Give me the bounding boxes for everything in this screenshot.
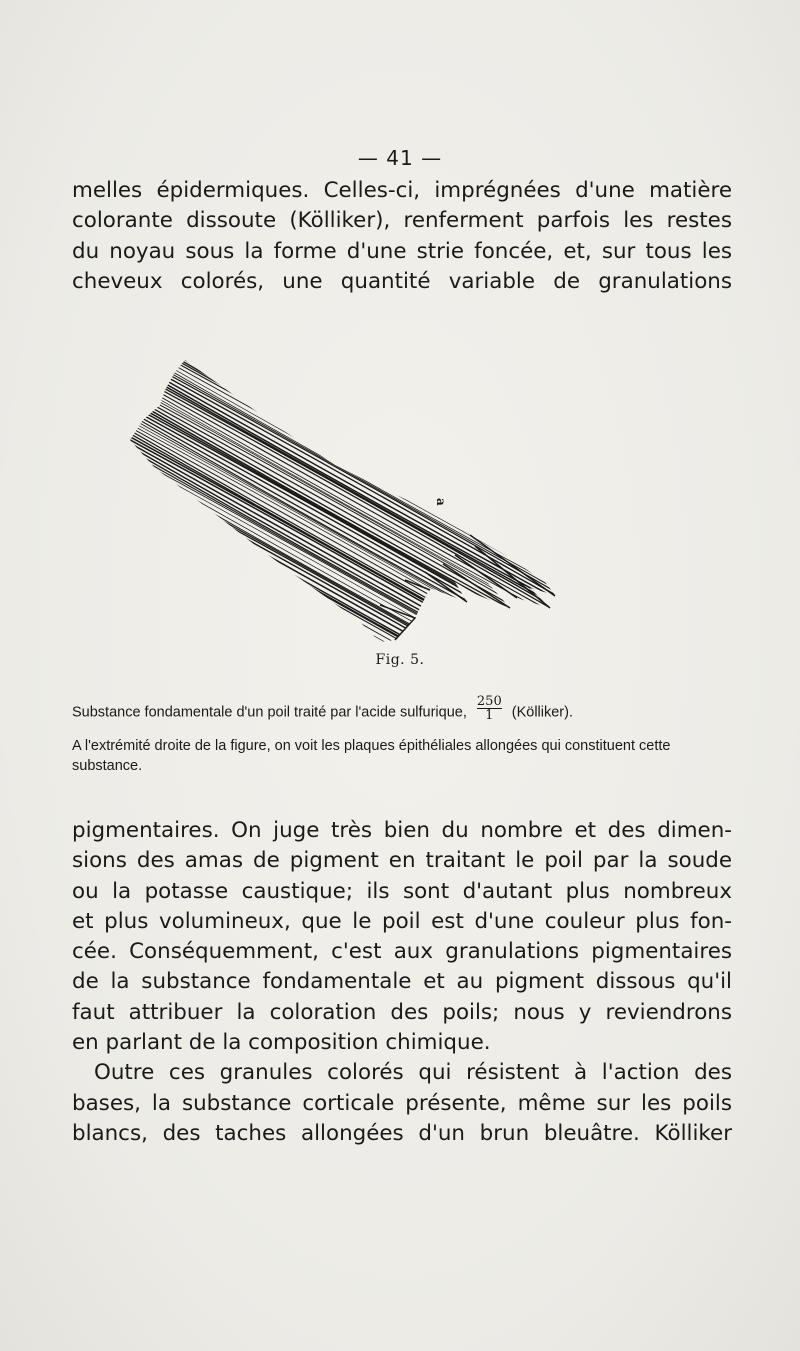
fiber-stroke bbox=[125, 604, 565, 655]
fiber-stroke bbox=[125, 584, 565, 655]
fiber-stroke bbox=[125, 350, 565, 556]
fiber-stroke bbox=[125, 508, 565, 655]
text-line: sions des amas de pigment en traitant le poil par la soude bbox=[72, 848, 732, 874]
fiber-stroke bbox=[125, 610, 565, 655]
fiber-stroke bbox=[125, 350, 565, 524]
fiber-stroke bbox=[125, 350, 565, 536]
fiber-stroke bbox=[125, 350, 565, 482]
fiber-stroke bbox=[125, 600, 565, 655]
fiber-stroke bbox=[125, 434, 565, 655]
text-line: en parlant de la composition chimique. bbox=[72, 1030, 491, 1056]
figure-label: Fig. 5. bbox=[375, 652, 425, 668]
fiber-stroke bbox=[125, 350, 565, 376]
fiber-stroke bbox=[125, 453, 565, 655]
text-line: colorante dissoute (Kölliker), renferment parfois les restes bbox=[72, 208, 732, 234]
fiber-stroke bbox=[125, 350, 565, 530]
caption-attribution: (Kölliker). bbox=[511, 704, 573, 721]
fiber-stroke bbox=[125, 350, 565, 562]
fiber-stroke bbox=[125, 626, 565, 655]
text-line: bases, la substance corticale présente, même sur les poils bbox=[72, 1090, 732, 1116]
text-line: du noyau sous la forme d'une strie foncée, et, sur tous les bbox=[72, 238, 732, 264]
fiber-stroke bbox=[125, 396, 565, 642]
fiber-stroke bbox=[125, 402, 565, 648]
fiber-stroke bbox=[125, 367, 565, 613]
fiber-stroke bbox=[125, 350, 565, 437]
text-line: cée. Conséquemment, c'est aux granulations pigmentaires bbox=[72, 939, 732, 965]
fiber-stroke bbox=[125, 350, 565, 466]
fiber-stroke bbox=[125, 350, 565, 584]
hair-fiber-illustration bbox=[125, 350, 565, 655]
caption-text: Substance fondamentale d'un poil traité par l'acide sulfurique, bbox=[72, 704, 467, 721]
fiber-stroke bbox=[125, 405, 565, 651]
fiber-stroke bbox=[125, 536, 565, 655]
fiber-stroke bbox=[125, 623, 565, 655]
fiber-stroke bbox=[125, 373, 565, 619]
fraction-numerator: 250 bbox=[476, 694, 502, 709]
fiber-stroke bbox=[125, 350, 565, 380]
text-line: et plus volumineux, que le poil est d'une couleur plus fon- bbox=[72, 908, 732, 934]
text-line: blancs, des taches allongées d'un brun bleuâtre. Kölliker bbox=[72, 1120, 732, 1146]
fraction-denominator: 1 bbox=[477, 708, 502, 722]
fiber-stroke bbox=[125, 613, 565, 655]
page-number: — 41 — bbox=[357, 146, 443, 170]
fiber-stroke bbox=[125, 581, 565, 655]
fiber-stroke bbox=[125, 392, 565, 638]
fiber-stroke bbox=[125, 350, 565, 389]
fiber-stroke bbox=[125, 350, 565, 396]
fiber-stroke bbox=[125, 350, 565, 568]
text-line: Outre ces granules colorés qui résistent à l'action des bbox=[94, 1060, 732, 1086]
fiber-stroke bbox=[125, 607, 565, 655]
fiber-stroke bbox=[125, 466, 565, 655]
text-line: pigmentaires. On juge très bien du nombre et des dimen- bbox=[72, 818, 732, 843]
figure-caption-line1 bbox=[72, 694, 732, 726]
magnification-fraction bbox=[477, 695, 502, 722]
fiber-stroke bbox=[125, 616, 565, 655]
fiber-stroke bbox=[125, 350, 565, 575]
fiber-stroke bbox=[125, 383, 565, 629]
figure-marker-a: a bbox=[434, 498, 448, 506]
figure-caption-description: A l'extrémité droite de la figure, on voit les plaques épithéliales allongées qui constituent cette substance. bbox=[72, 738, 671, 774]
fiber-stroke bbox=[125, 350, 565, 405]
paragraph-bottom bbox=[72, 816, 732, 1149]
text-line: de la substance fondamentale et au pigment dissous qu'il bbox=[72, 969, 732, 995]
fiber-stroke bbox=[125, 568, 565, 655]
fiber-stroke bbox=[125, 408, 565, 654]
text-line: cheveux colorés, une quantité variable de granulations bbox=[72, 268, 732, 294]
text-line: melles épidermiques. Celles-ci, imprégnées d'une matière bbox=[72, 178, 732, 203]
text-line: ou la potasse caustique; ils sont d'autant plus nombreux bbox=[72, 878, 732, 904]
fiber-stroke bbox=[125, 620, 565, 655]
fiber-stroke bbox=[125, 386, 565, 632]
fiber-stroke bbox=[125, 514, 565, 655]
fiber-stroke bbox=[125, 350, 565, 428]
fiber-stroke bbox=[125, 415, 565, 655]
text-line: faut attribuer la coloration des poils; nous y reviendrons bbox=[72, 999, 732, 1025]
paragraph-top bbox=[72, 176, 732, 297]
fiber-stroke bbox=[125, 530, 565, 655]
fiber-stroke bbox=[125, 360, 565, 606]
fiber-stroke bbox=[125, 399, 565, 645]
